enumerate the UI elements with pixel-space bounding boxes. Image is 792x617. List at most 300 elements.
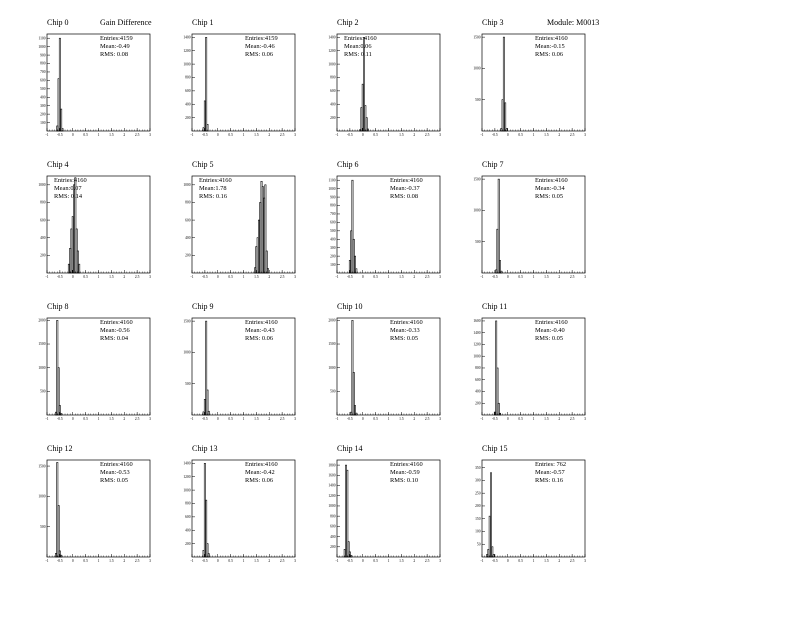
y-tick-label: 900	[330, 195, 336, 200]
chart-title: Chip 4	[47, 160, 69, 169]
stats-entries: Entries:4160	[535, 177, 568, 184]
x-tick-label: -0.5	[202, 559, 208, 563]
chip-histogram	[473, 160, 586, 279]
y-tick-label: 1500	[183, 319, 191, 324]
x-tick-label: 1	[242, 133, 245, 137]
y-tick-label: 1000	[473, 354, 481, 359]
x-tick-label: 1.5	[109, 133, 114, 137]
x-tick-label: -1	[45, 275, 49, 279]
y-tick-label: 400	[40, 95, 46, 100]
x-tick-label: 2.5	[424, 417, 430, 421]
y-tick-label: 600	[330, 89, 336, 94]
histogram-bin	[490, 473, 491, 557]
module-label: Module: M0013	[547, 18, 600, 27]
y-tick-label: 600	[185, 89, 191, 94]
x-tick-label: 2.5	[134, 133, 140, 137]
y-tick-label: 1000	[473, 208, 481, 213]
x-tick-label: 1	[532, 133, 535, 137]
x-tick-label: 2.5	[279, 133, 285, 137]
x-tick-label: 1.5	[544, 559, 549, 563]
chart-title: Chip 0	[47, 18, 69, 27]
chart-title: Chip 12	[47, 444, 73, 453]
plot-frame	[337, 318, 440, 415]
y-tick-label: 150	[475, 516, 481, 521]
y-tick-label: 1000	[328, 504, 336, 509]
y-tick-label: 900	[40, 53, 46, 58]
x-tick-label: -0.5	[492, 559, 498, 563]
y-tick-label: 1000	[328, 186, 336, 191]
x-tick-label: 1	[97, 275, 100, 279]
chart-title: Chip 2	[337, 18, 359, 27]
x-tick-label: -1	[335, 559, 339, 563]
chart-title: Chip 9	[192, 302, 214, 311]
x-tick-label: -0.5	[492, 133, 498, 137]
chart-title: Chip 8	[47, 302, 69, 311]
stats-rms: RMS: 0.08	[390, 193, 419, 200]
chip-histogram	[328, 18, 441, 137]
y-tick-label: 700	[330, 212, 336, 217]
y-tick-label: 1000	[38, 365, 46, 370]
histogram-bin	[61, 414, 62, 415]
y-tick-label: 1000	[328, 62, 336, 67]
x-tick-label: 1	[242, 559, 245, 563]
stats-rms: RMS: 0.11	[344, 51, 372, 58]
histogram-bin	[501, 271, 502, 273]
x-tick-label: 2.5	[134, 417, 140, 421]
chip-histogram	[328, 160, 441, 279]
y-tick-label: 1100	[38, 36, 46, 41]
stats-entries: Entries:4160	[54, 177, 87, 184]
y-tick-label: 400	[330, 102, 336, 107]
x-tick-label: 0.5	[518, 275, 523, 279]
y-tick-label: 1200	[183, 48, 191, 53]
x-tick-label: 2.5	[279, 559, 285, 563]
y-tick-label: 200	[330, 115, 336, 120]
y-tick-label: 1000	[473, 66, 481, 71]
y-tick-label: 800	[475, 366, 481, 371]
x-tick-label: 2	[413, 559, 416, 563]
x-tick-label: 0.5	[373, 417, 378, 421]
x-tick-label: 1.5	[544, 275, 549, 279]
x-tick-label: 0	[506, 559, 509, 563]
y-tick-label: 200	[330, 544, 336, 549]
x-tick-label: 3	[439, 559, 441, 563]
chart-title: Chip 5	[192, 160, 214, 169]
x-tick-label: 1	[387, 417, 390, 421]
plot-frame	[337, 460, 440, 557]
plot-frame	[482, 176, 585, 273]
y-tick-label: 100	[40, 120, 46, 125]
y-tick-label: 200	[185, 253, 191, 258]
chip-histogram	[183, 160, 296, 279]
y-tick-label: 1000	[183, 183, 191, 188]
plot-frame	[47, 460, 150, 557]
x-tick-label: 2	[558, 275, 561, 279]
y-tick-label: 500	[475, 239, 481, 244]
x-tick-label: -1	[190, 417, 194, 421]
stats-entries: Entries:4160	[390, 177, 423, 184]
y-tick-label: 1400	[183, 35, 191, 40]
x-tick-label: 0	[216, 275, 219, 279]
chip-histogram	[473, 302, 586, 421]
x-tick-label: 0.5	[518, 559, 523, 563]
plot-frame	[47, 318, 150, 415]
stats-rms: RMS: 0.05	[535, 193, 564, 200]
x-tick-label: 0.5	[83, 133, 88, 137]
x-tick-label: -1	[335, 133, 339, 137]
chip-histogram	[183, 444, 296, 563]
stats-mean: Mean:-0.15	[535, 43, 565, 50]
stats-rms: RMS: 0.05	[100, 477, 129, 484]
stats-mean: Mean:-0.33	[390, 327, 420, 334]
stats-entries: Entries:4160	[344, 35, 377, 42]
histogram-bin	[61, 555, 62, 557]
x-tick-label: -0.5	[347, 559, 353, 563]
x-tick-label: 2	[123, 559, 126, 563]
x-tick-label: 2.5	[424, 559, 430, 563]
stats-rms: RMS: 0.16	[535, 477, 564, 484]
x-tick-label: 3	[149, 559, 151, 563]
stats-entries: Entries:4160	[245, 461, 278, 468]
x-tick-label: -1	[45, 417, 49, 421]
x-tick-label: 2	[268, 559, 271, 563]
chip-histogram	[38, 18, 151, 137]
y-tick-label: 500	[40, 87, 46, 92]
x-tick-label: 1.5	[399, 559, 404, 563]
y-tick-label: 1000	[38, 44, 46, 49]
y-tick-label: 1400	[183, 461, 191, 466]
stats-mean: Mean:-0.34	[535, 185, 565, 192]
y-tick-label: 800	[185, 200, 191, 205]
x-tick-label: -0.5	[492, 275, 498, 279]
y-tick-label: 1000	[38, 494, 46, 499]
x-tick-label: 2	[558, 133, 561, 137]
x-tick-label: -1	[45, 559, 49, 563]
x-tick-label: -0.5	[347, 133, 353, 137]
x-tick-label: -0.5	[57, 559, 63, 563]
x-tick-label: -0.5	[57, 417, 63, 421]
x-tick-label: 3	[294, 275, 296, 279]
stats-rms: RMS: 0.05	[390, 335, 419, 342]
x-tick-label: 1.5	[254, 133, 259, 137]
plot-frame	[482, 34, 585, 131]
chart-title: Chip 1	[192, 18, 214, 27]
y-tick-label: 1200	[328, 493, 336, 498]
stats-entries: Entries:4159	[100, 35, 133, 42]
chip-histogram	[38, 444, 151, 563]
x-tick-label: 0	[71, 275, 74, 279]
plot-frame	[47, 34, 150, 131]
x-tick-label: -1	[480, 275, 484, 279]
x-tick-label: 2.5	[134, 559, 140, 563]
y-tick-label: 1500	[473, 177, 481, 182]
x-tick-label: 0.5	[373, 133, 378, 137]
x-tick-label: 1.5	[399, 133, 404, 137]
chip-histogram	[38, 302, 151, 421]
x-tick-label: 2.5	[424, 133, 430, 137]
plot-frame	[192, 318, 295, 415]
x-tick-label: 3	[584, 133, 586, 137]
y-tick-label: 800	[185, 501, 191, 506]
y-tick-label: 1200	[328, 48, 336, 53]
x-tick-label: 1	[387, 133, 390, 137]
stats-mean: Mean:0.07	[54, 185, 82, 192]
x-tick-label: 0.5	[83, 559, 88, 563]
chart-title: Chip 13	[192, 444, 218, 453]
stats-entries: Entries:4160	[535, 35, 568, 42]
stats-mean: Mean:-0.40	[535, 327, 565, 334]
chart-title: Chip 15	[482, 444, 508, 453]
stats-rms: RMS: 0.06	[535, 51, 564, 58]
y-tick-label: 300	[330, 245, 336, 250]
y-tick-label: 1800	[328, 463, 336, 468]
stats-mean: Mean:0.06	[344, 43, 372, 50]
stats-entries: Entries:4160	[199, 177, 232, 184]
chip-histogram	[473, 18, 586, 137]
stats-rms: RMS: 0.14	[54, 193, 83, 200]
x-tick-label: -0.5	[57, 133, 63, 137]
x-tick-label: 0.5	[373, 559, 378, 563]
x-tick-label: -0.5	[347, 275, 353, 279]
chart-title: Chip 6	[337, 160, 359, 169]
stats-mean: Mean:-0.59	[390, 469, 420, 476]
x-tick-label: 2.5	[134, 275, 140, 279]
y-tick-label: 100	[330, 262, 336, 267]
chip-histogram	[328, 302, 441, 421]
y-tick-label: 1500	[38, 342, 46, 347]
y-tick-label: 200	[40, 253, 46, 258]
stats-rms: RMS: 0.06	[245, 51, 274, 58]
y-tick-label: 1000	[183, 62, 191, 67]
x-tick-label: 2	[123, 275, 126, 279]
y-tick-label: 700	[40, 70, 46, 75]
stats-rms: RMS: 0.08	[100, 51, 129, 58]
x-tick-label: 1.5	[544, 133, 549, 137]
x-tick-label: 1	[97, 559, 100, 563]
x-tick-label: 1	[532, 275, 535, 279]
x-tick-label: 1	[387, 275, 390, 279]
x-tick-label: 2.5	[569, 275, 575, 279]
y-tick-label: 400	[40, 235, 46, 240]
y-tick-label: 50	[476, 542, 481, 547]
chip-histogram	[183, 302, 296, 421]
x-tick-label: 0	[506, 133, 509, 137]
histogram-bin	[498, 179, 499, 273]
y-tick-label: 500	[40, 524, 46, 529]
x-tick-label: 3	[294, 417, 296, 421]
y-tick-label: 1500	[328, 342, 336, 347]
x-tick-label: 2	[268, 417, 271, 421]
histogram-bin	[208, 411, 209, 415]
plot-frame	[337, 176, 440, 273]
y-tick-label: 100	[475, 529, 481, 534]
y-tick-label: 800	[40, 61, 46, 66]
y-tick-label: 200	[185, 115, 191, 120]
x-tick-label: 2.5	[569, 559, 575, 563]
x-tick-label: -0.5	[347, 417, 353, 421]
histogram-bin	[206, 37, 207, 131]
x-tick-label: 0	[361, 133, 364, 137]
x-tick-label: 1	[97, 133, 100, 137]
x-tick-label: 2	[413, 417, 416, 421]
y-tick-label: 300	[475, 478, 481, 483]
stats-mean: Mean:-0.49	[100, 43, 130, 50]
y-tick-label: 800	[185, 75, 191, 80]
stats-entries: Entries:4160	[535, 319, 568, 326]
stats-entries: Entries:4159	[245, 35, 278, 42]
x-tick-label: 1.5	[109, 275, 114, 279]
x-tick-label: 2	[558, 559, 561, 563]
x-tick-label: 0	[506, 275, 509, 279]
stats-rms: RMS: 0.04	[100, 335, 129, 342]
y-tick-label: 400	[185, 102, 191, 107]
x-tick-label: 2	[123, 133, 126, 137]
x-tick-label: 3	[584, 559, 586, 563]
stats-entries: Entries:4160	[100, 461, 133, 468]
x-tick-label: 1.5	[399, 275, 404, 279]
x-tick-label: 2	[413, 275, 416, 279]
y-tick-label: 600	[185, 515, 191, 520]
y-tick-label: 1600	[473, 319, 481, 324]
x-tick-label: 2	[123, 417, 126, 421]
y-tick-label: 1600	[328, 473, 336, 478]
y-tick-label: 200	[475, 401, 481, 406]
plot-frame	[482, 318, 585, 415]
x-tick-label: -0.5	[202, 133, 208, 137]
x-tick-label: 0	[506, 417, 509, 421]
x-tick-label: 1	[97, 417, 100, 421]
x-tick-label: 0	[216, 559, 219, 563]
y-tick-label: 200	[330, 254, 336, 259]
x-tick-label: 0	[216, 417, 219, 421]
x-tick-label: 1.5	[254, 417, 259, 421]
stats-entries: Entries:4160	[390, 461, 423, 468]
y-tick-label: 300	[40, 103, 46, 108]
y-tick-label: 400	[330, 534, 336, 539]
x-tick-label: -1	[45, 133, 49, 137]
stats-rms: RMS: 0.06	[245, 335, 274, 342]
histogram-bin	[351, 555, 352, 557]
histogram-bin	[356, 269, 357, 273]
x-tick-label: 2.5	[569, 417, 575, 421]
y-tick-label: 1400	[473, 330, 481, 335]
y-tick-label: 400	[475, 389, 481, 394]
y-tick-label: 200	[475, 504, 481, 509]
y-tick-label: 600	[475, 377, 481, 382]
stats-mean: Mean:1.78	[199, 185, 227, 192]
x-tick-label: -1	[480, 133, 484, 137]
y-tick-label: 1500	[473, 35, 481, 40]
y-tick-label: 500	[475, 97, 481, 102]
x-tick-label: 1	[532, 417, 535, 421]
x-tick-label: -1	[335, 417, 339, 421]
x-tick-label: -1	[480, 417, 484, 421]
x-tick-label: 3	[439, 133, 441, 137]
y-tick-label: 600	[40, 218, 46, 223]
y-tick-label: 1400	[328, 483, 336, 488]
x-tick-label: 3	[149, 417, 151, 421]
y-tick-label: 1200	[473, 342, 481, 347]
plot-frame	[192, 460, 295, 557]
histogram-bin	[356, 413, 357, 415]
histogram-bin	[506, 128, 507, 131]
stats-rms: RMS: 0.05	[535, 335, 564, 342]
y-tick-label: 800	[330, 514, 336, 519]
x-tick-label: -1	[190, 275, 194, 279]
x-tick-label: 0.5	[228, 559, 233, 563]
y-tick-label: 1500	[38, 464, 46, 469]
histogram-bin	[505, 103, 506, 131]
histogram-bin	[61, 109, 62, 131]
x-tick-label: 0.5	[518, 417, 523, 421]
y-tick-label: 500	[330, 229, 336, 234]
y-tick-label: 1000	[328, 365, 336, 370]
x-tick-label: 0.5	[228, 133, 233, 137]
x-tick-label: 0	[361, 275, 364, 279]
chart-title: Chip 10	[337, 302, 363, 311]
x-tick-label: 0	[216, 133, 219, 137]
y-tick-label: 600	[330, 524, 336, 529]
x-tick-label: 1	[242, 275, 245, 279]
x-tick-label: 0.5	[373, 275, 378, 279]
stats-entries: Entries:4160	[100, 319, 133, 326]
y-tick-label: 800	[40, 200, 46, 205]
y-tick-label: 600	[330, 220, 336, 225]
x-tick-label: 3	[439, 417, 441, 421]
stats-entries: Entries:4160	[245, 319, 278, 326]
x-tick-label: 1	[387, 559, 390, 563]
y-tick-label: 500	[185, 381, 191, 386]
x-tick-label: 1	[532, 559, 535, 563]
y-tick-label: 1100	[328, 178, 336, 183]
x-tick-label: -1	[190, 559, 194, 563]
plot-frame	[482, 460, 585, 557]
y-tick-label: 800	[330, 203, 336, 208]
plot-header-title: Gain Difference	[100, 18, 152, 27]
x-tick-label: 2	[268, 275, 271, 279]
x-tick-label: -0.5	[202, 417, 208, 421]
x-tick-label: -1	[335, 275, 339, 279]
x-tick-label: 0.5	[83, 417, 88, 421]
x-tick-label: 2.5	[279, 417, 285, 421]
stats-entries: Entries: 762	[535, 461, 567, 468]
histogram-bin	[58, 505, 59, 557]
x-tick-label: 0.5	[228, 417, 233, 421]
stats-entries: Entries:4160	[390, 319, 423, 326]
stats-mean: Mean:-0.53	[100, 469, 130, 476]
x-tick-label: 0.5	[518, 133, 523, 137]
x-tick-label: 1.5	[109, 559, 114, 563]
x-tick-label: 1.5	[254, 559, 259, 563]
x-tick-label: 0	[361, 417, 364, 421]
stats-mean: Mean:-0.37	[390, 185, 420, 192]
x-tick-label: 0	[361, 559, 364, 563]
stats-rms: RMS: 0.10	[390, 477, 419, 484]
y-tick-label: 500	[40, 389, 46, 394]
chart-title: Chip 7	[482, 160, 504, 169]
x-tick-label: 1.5	[399, 417, 404, 421]
histogram-bin	[267, 269, 268, 273]
y-tick-label: 2000	[38, 318, 46, 323]
y-tick-label: 250	[475, 491, 481, 496]
y-tick-label: 400	[185, 235, 191, 240]
x-tick-label: 0	[71, 133, 74, 137]
y-tick-label: 350	[475, 465, 481, 470]
y-tick-label: 600	[40, 78, 46, 83]
x-tick-label: 0.5	[83, 275, 88, 279]
stats-mean: Mean:-0.56	[100, 327, 130, 334]
chart-title: Chip 11	[482, 302, 508, 311]
